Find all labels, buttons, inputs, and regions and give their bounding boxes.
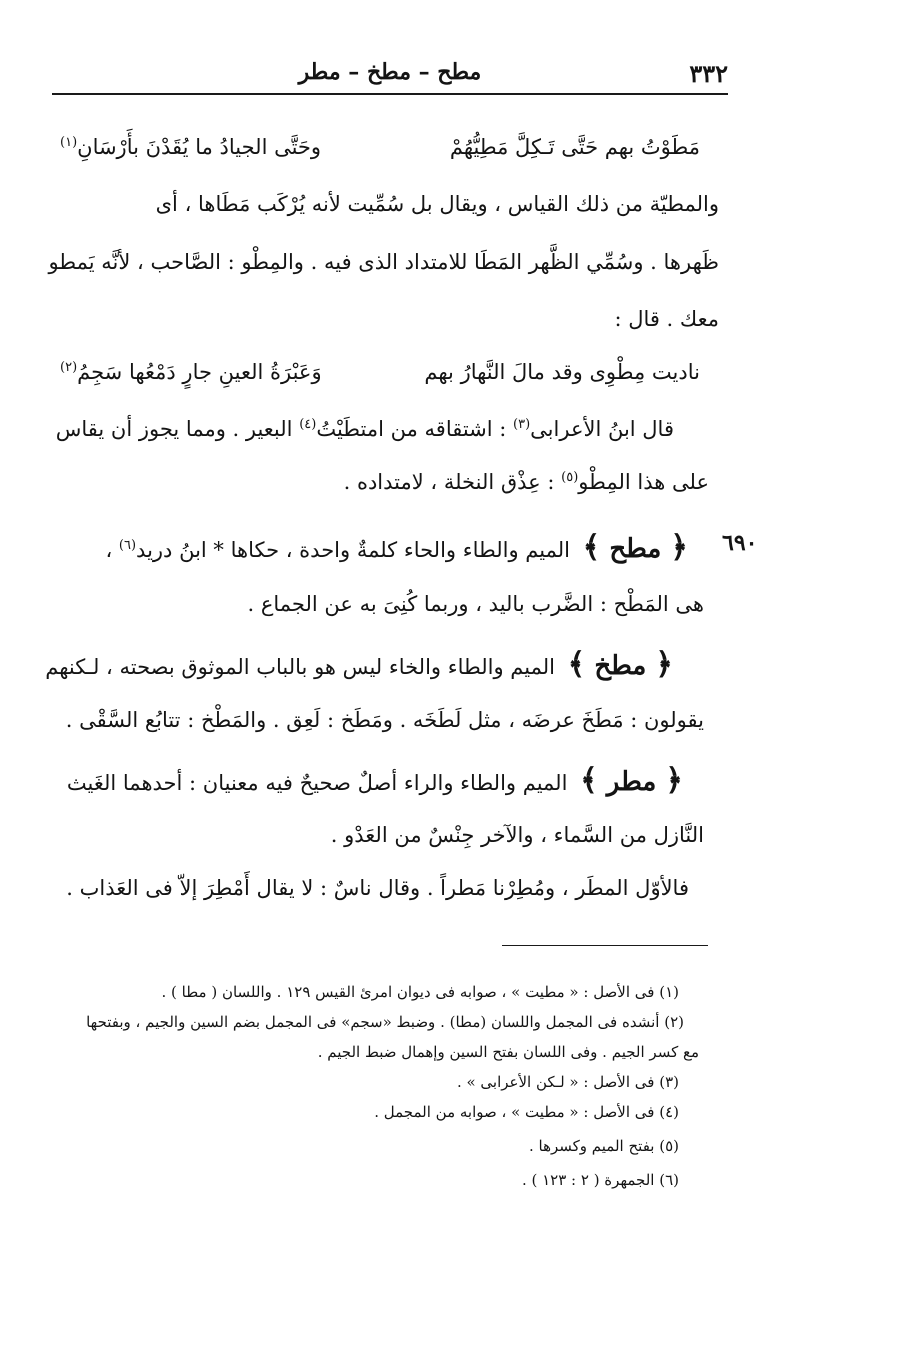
para-1-line-2: ظَهرها . وسُمِّي الظَّهر المَطَا للامتداد الذى فيه . والمِطْو : الصَّاحب ، لأنَّه يَمطو — [48, 250, 719, 274]
footnote-6: (٦) الجمهرة ( ٢ : ١٢٣ ) . — [521, 1171, 679, 1189]
headword-matar: ﴿ مطر ﴾ — [580, 763, 683, 798]
entry-matar-line-3: فالأوّل المطَر ، ومُطِرْنا مَطراً . وقال ناسٌ : لا يقال أَمْطِرَ إلاّ فى العَذاب . — [66, 876, 689, 900]
page-header — [52, 55, 728, 91]
para-2-line-2: على هذا المِطْو$^{(٥)}$ : عِذْق النخلة ، لامتداده . — [343, 470, 709, 494]
para-1-line-1: والمطيّة من ذلك القياس ، ويقال بل سُمِّيت لأنه يُرْكَب مَطَاها ، أى — [155, 192, 719, 216]
header-rule — [52, 93, 728, 95]
para-1-line-3: معك . قال : — [614, 307, 719, 331]
entry-number: ٦٩٠ — [722, 530, 758, 556]
footnote-4: (٤) فى الأصل : « مطيت » ، صوابه من المجمل . — [374, 1103, 679, 1121]
footnote-1: (١) فى الأصل : « مطيت » ، صوابه فى ديوان امرئ القيس ١٢٩ . واللسان ( مطا ) . — [161, 983, 679, 1001]
verse-2-right-hemistich: ناديت مِطْوِى وقد مالَ النَّهارُ بهم — [424, 360, 700, 384]
footnote-ref-6: (٦) — [118, 538, 137, 553]
entry-matakh-line-2: يقولون : مَطَخَ عرضَه ، مثل لَطَخَه . ومَطَخ : لَعِق . والمَطْخ : تتابُع السَّقْى . — [65, 708, 704, 732]
page-number: ٣٣٢ — [689, 59, 728, 88]
entry-matah-line-2: هى المَطْح : الضَّرب باليد ، وربما كُنِىَ به عن الجماع . — [247, 592, 704, 616]
footnote-ref-3: (٣) — [513, 417, 531, 432]
footnote-ref-1: (١) — [60, 135, 78, 150]
entry-matah-line-1: ﴿ مطح ﴾ الميم والطاء والحاء كلمةٌ واحدة ، حكاها * ابنُ دريد$^{(٦)}$ ، — [105, 530, 694, 565]
running-head: مطح – مطخ – مطر — [298, 59, 482, 85]
verse-1-right-hemistich: مَطَوْتُ بهم حَتَّى تَـكِلَّ مَطِيُّهُمْ — [449, 135, 700, 159]
entry-matakh-line-1: ﴿ مطخ ﴾ الميم والطاء والخاء ليس هو بالباب الموثوق بصحته ، لـكنهم — [45, 647, 679, 682]
verse-1-left-hemistich: وحَتَّى الجيادُ ما يُقَدْنَ بأَرْسَانِ$^{(١)}$ — [60, 135, 322, 159]
headword-matakh: ﴿ مطخ ﴾ — [567, 647, 673, 682]
verse-2 — [60, 360, 700, 384]
entry-matar-line-2: النَّازل من السَّماء ، والآخر جِنْسٌ من العَدْو . — [330, 823, 704, 847]
footnote-3: (٣) فى الأصل : « لـكن الأعرابى » . — [456, 1073, 679, 1091]
verse-1 — [60, 135, 700, 159]
verse-2-left-hemistich: وَعَبْرَةُ العينِ جارٍ دَمْعُها سَجِمُ$^{(٢)}$ — [60, 360, 322, 384]
footnote-5: (٥) بفتح الميم وكسرها . — [528, 1137, 679, 1155]
footnote-ref-2: (٢) — [60, 360, 78, 375]
footnote-2-line-2: مع كسر الجيم . وفى اللسان بفتح السين وإهمال ضبط الجيم . — [317, 1043, 699, 1061]
para-2-line-1: قال ابنُ الأعرابى$^{(٣)}$ : اشتقاقه من امتطَيْتُ$^{(٤)}$ البعير . ومما يجوز أن يقاس — [55, 417, 674, 441]
footnote-rule — [502, 945, 708, 946]
footnote-ref-4: (٤) — [299, 417, 317, 432]
headword-matah: ﴿ مطح ﴾ — [582, 530, 688, 565]
footnote-2-line-1: (٢) أنشده فى المجمل واللسان (مطا) . وضبط «سجم» فى المجمل بضم السين والجيم ، وبفتحها — [86, 1013, 684, 1031]
footnote-ref-5: (٥) — [561, 470, 579, 485]
entry-matar-line-1: ﴿ مطر ﴾ الميم والطاء والراء أصلٌ صحيحٌ فيه معنيان : أحدهما الغَيث — [67, 763, 689, 798]
